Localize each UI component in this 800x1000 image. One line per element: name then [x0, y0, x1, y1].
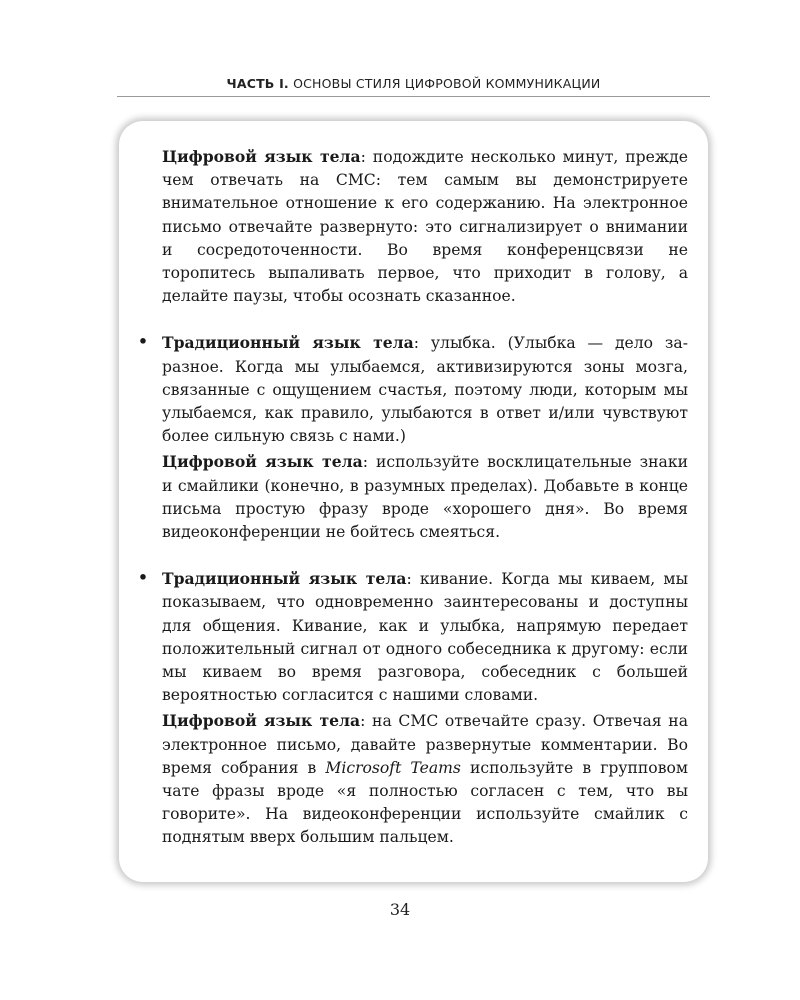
spacer	[162, 308, 688, 331]
list-item	[138, 567, 688, 849]
digital-label: Цифровой язык тела	[162, 711, 361, 731]
traditional-label: Традиционный язык тела	[162, 333, 414, 353]
bullet-icon: •	[138, 333, 148, 352]
traditional-text: : кивание. Когда мы киваем, мы показываем, что одновременно заинтересованы и доступны для общения. Кивание, как и улыбка, напрямую передает положительный сигнал от одного собеседника к другому: если мы киваем во время разговора, собеседник с большей вероятностью согласится с нашими словами.	[162, 570, 688, 705]
traditional-paragraph	[162, 331, 688, 448]
bullet-icon: •	[138, 569, 148, 588]
digital-label: Цифровой язык тела	[162, 452, 363, 472]
running-header	[117, 76, 710, 91]
traditional-paragraph	[162, 567, 688, 707]
header-part-label: ЧАСТЬ I.	[226, 76, 289, 91]
digital-paragraph	[162, 450, 688, 544]
digital-text-after: используйте в групповом чате фразы вроде «я полностью согласен с тем, что вы говорите». На видеоконференции используйте смайлик с поднятым вверх большим пальцем.	[162, 758, 688, 847]
digital-text: : используйте восклицательные знаки и смайлики (конечно, в разумных пределах). Добавьте в конце письма простую фразу вроде «хорошего дня». Во время видеоконференции не бойтесь смеяться.	[162, 453, 688, 542]
digital-text-before: : на СМС отвечайте сразу. Отвечая на электронное письмо, давайте развернутые комментарии. Во время собрания в	[162, 712, 688, 777]
traditional-text: : улыбка. (Улыбка — дело заразное. Когда мы улыбаемся, активизируются зоны мозга, связанные с ощущением счастья, поэтому люди, которым мы улыбаемся, как правило, улыбаются в ответ и/или чувствуют более сильную связь с нами.)	[162, 334, 688, 446]
emphasized-product-name: Microsoft Teams	[325, 758, 461, 777]
intro-label: Цифровой язык тела	[162, 147, 361, 166]
intro-paragraph	[162, 145, 688, 308]
traditional-label: Традиционный язык тела	[162, 569, 407, 589]
intro-text: : подождите несколько минут, прежде чем отвечать на СМС: тем самым вы демонстрируете внимательное отношение к его содержанию. На электронное письмо отвечайте развернуто: это сигнализирует о внимании и сосредоточенности. Во время конференцсвязи не торопитесь выпаливать первое, что приходит в голову, а делайте паузы, чтобы осознать сказанное.	[162, 148, 688, 306]
list-item	[138, 331, 688, 544]
header-title: ОСНОВЫ СТИЛЯ ЦИФРОВОЙ КОММУНИКАЦИИ	[293, 76, 601, 91]
page-number: 34	[389, 900, 411, 919]
header-rule	[117, 96, 710, 97]
card-content	[138, 145, 688, 850]
spacer	[162, 544, 688, 567]
digital-paragraph	[162, 709, 688, 849]
